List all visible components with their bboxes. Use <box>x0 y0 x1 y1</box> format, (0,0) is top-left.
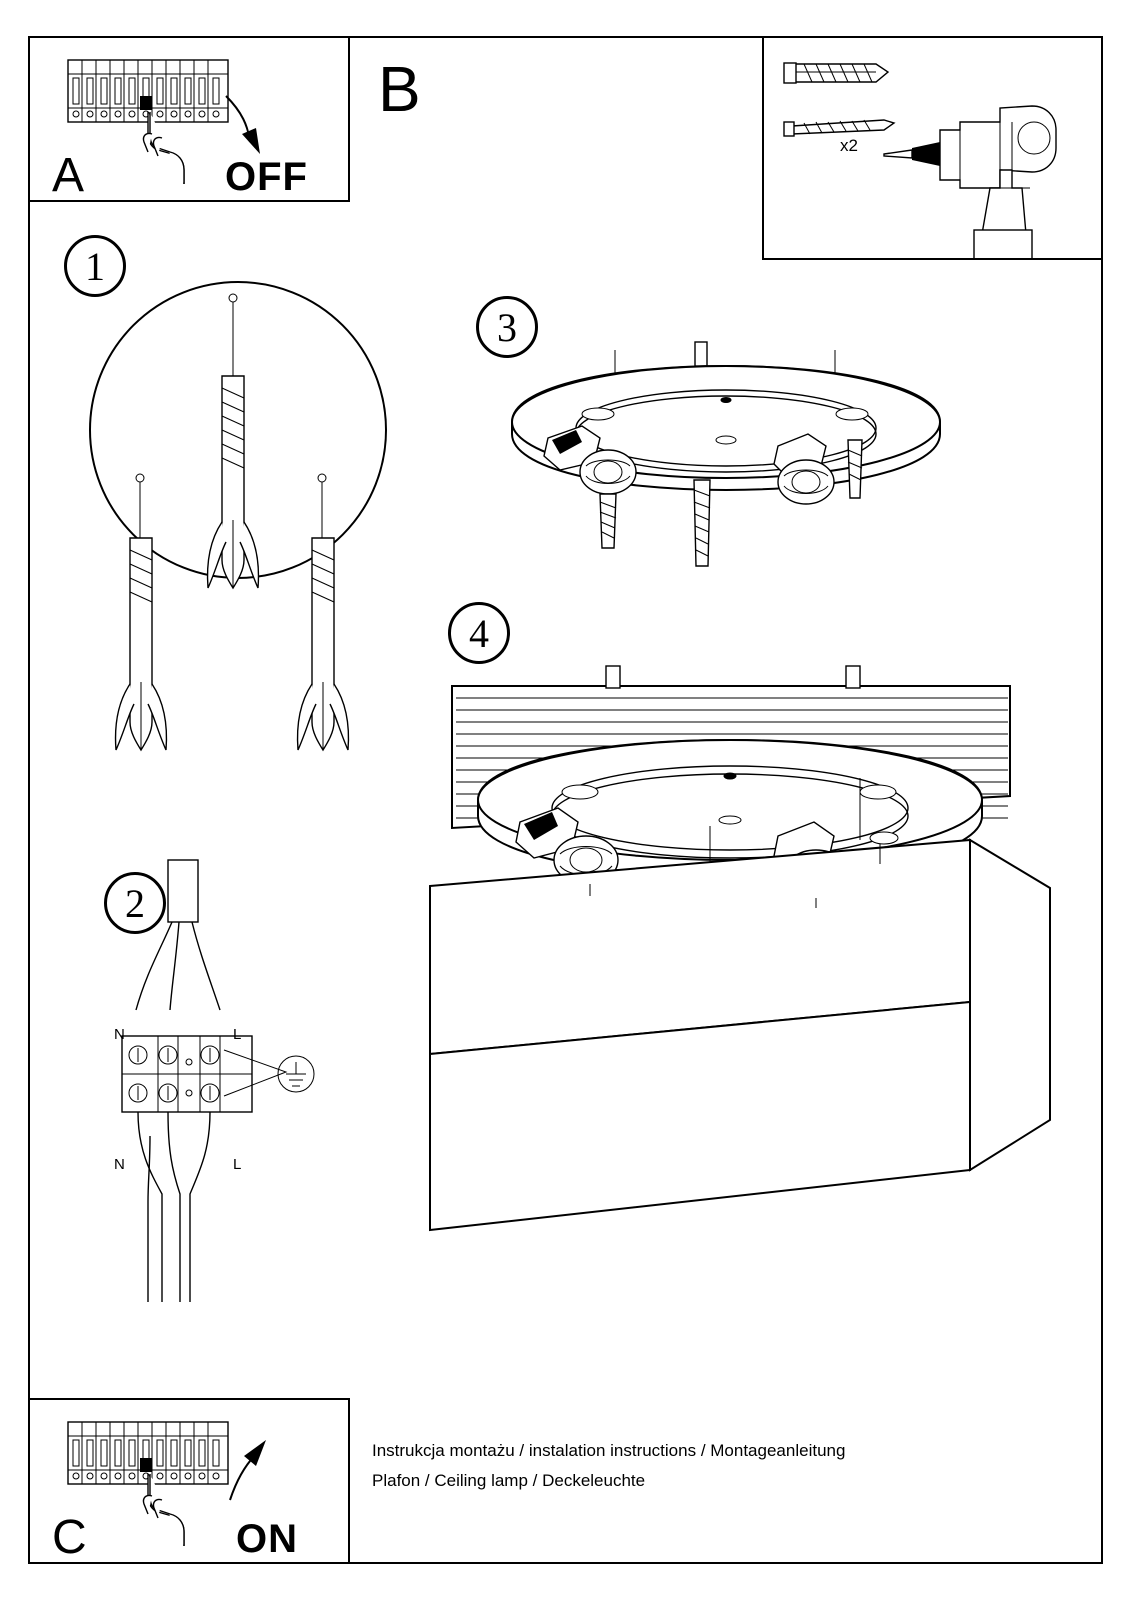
step-3-number: 3 <box>497 304 517 350</box>
terminal-label-l-top: L <box>233 1026 242 1043</box>
step-1-number: 1 <box>85 243 105 289</box>
step-3-graphic <box>490 330 970 610</box>
power-drill-icon <box>884 106 1056 258</box>
panel-tools <box>762 36 1103 260</box>
hand-pointing-icon <box>143 112 184 184</box>
panel-c <box>28 1398 350 1564</box>
arrow-down-icon <box>226 96 260 154</box>
terminal-label-n-bottom: N <box>114 1156 125 1173</box>
step-2-graphic <box>100 850 420 1320</box>
panel-c-state: ON <box>236 1517 298 1561</box>
panel-a-state: OFF <box>225 155 308 199</box>
step-2-number: 2 <box>125 880 145 926</box>
tools-quantity: x2 <box>840 136 858 155</box>
tools-graphic <box>764 38 1101 258</box>
panel-b-letter: B <box>378 53 421 125</box>
wall-plug-icon <box>784 63 888 83</box>
center-screw <box>694 480 710 566</box>
lamp-holder-right <box>774 434 862 504</box>
panel-c-letter: C <box>52 1511 87 1564</box>
step-4-graphic <box>410 650 1070 1240</box>
screw-icon <box>784 120 894 136</box>
wall-plug-right <box>298 474 349 750</box>
panel-a-letter: A <box>52 149 85 202</box>
terminal-label-l-bottom: L <box>233 1156 242 1173</box>
footer-line-2: Plafon / Ceiling lamp / Deckeleuchte <box>372 1471 646 1490</box>
footer-line-1: Instrukcja montażu / instalation instructions / Montageanleitung <box>372 1441 846 1460</box>
wall-plug-left <box>116 474 167 750</box>
terminal-label-n-top: N <box>114 1026 125 1043</box>
wall-plug-vertical <box>208 294 259 588</box>
step-4-number: 4 <box>469 610 489 656</box>
panel-a <box>28 36 350 202</box>
hand-pointing-icon <box>143 1474 184 1546</box>
arrow-up-icon <box>230 1440 266 1500</box>
step-1-graphic <box>60 270 460 830</box>
